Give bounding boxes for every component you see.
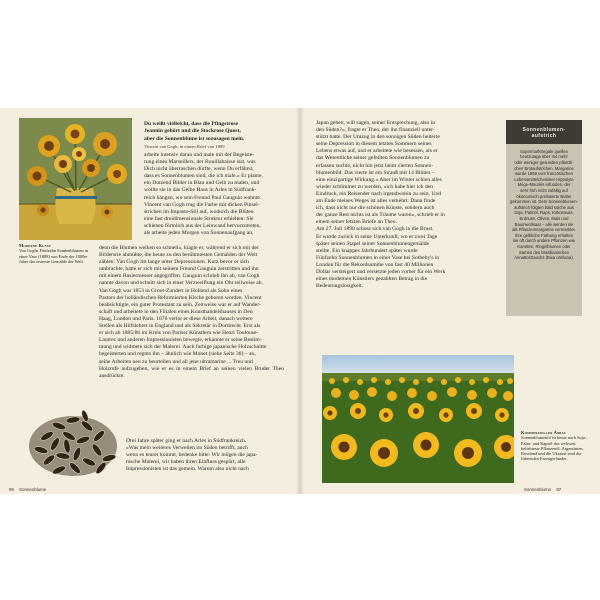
text-line: begeisterten und regten ihn – ähnlich wie Monet (siehe Seite 38) – an, (99, 351, 256, 358)
caption-painting (19, 243, 97, 264)
text-line: umbrachte, hatte er sich mit seinem Freund Gauguin zerstritten und ihn (99, 266, 259, 273)
text-line: reich hängen, wo sein Freund Paul Gauguin wohnte. (144, 194, 262, 201)
text-line: eines modernen Künstlers gezahlten Betrag in die (316, 276, 428, 283)
caption-field-head: Kommerzieller Anbau (521, 430, 567, 435)
text-line: später seinen Stapel seiner Sonnenblumengemälde (316, 240, 430, 247)
text-line: Annattostrauchs (Bixa orellana). (514, 255, 574, 261)
quote-line: Du weißt vielleicht, dass die Pfingstrose (144, 121, 239, 127)
text-line: Samen des brasilianischen (518, 249, 570, 255)
text-line: den Süden?«, fragte er Theo, der ihn finanziell unter- (316, 127, 435, 134)
text-line: eine einzigartige Wirkung.« Aber im Winter schien alles (316, 176, 442, 183)
text-line: denn die Blumen welken so schnell«, klagte er, während er sich mit der (99, 245, 259, 251)
text-line: er sich ab 1885/86 im Kreis von Pariser Künstlern wie Henri Toulouse- (99, 330, 259, 337)
text-line: mung und widmete sich der Malerei. Auch farbige japanische Holzschnitte (99, 344, 267, 351)
text-line: Dollar versteigert und versetzte jeden vorher für ein Werk (316, 268, 446, 275)
text-line: arbeite intensiv daran und male mit der Begeiste- (144, 152, 255, 158)
text-line: Am 27. Juli 1890 schoss sich van Gogh in die Brust. (316, 226, 434, 233)
text-line: am Ende meines Weges ist alles verkehrt: Dann finde (316, 198, 436, 205)
left-body-lower (99, 245, 284, 380)
page-number-right (524, 487, 561, 492)
text-line: schaft und arbeitete in den Filialen eines Kunsthandelshauses in Den (99, 308, 253, 315)
paragraph (316, 120, 496, 226)
sidebar-box-title-line: Sonnenblumen- (522, 127, 566, 133)
sidebar-box (506, 120, 582, 316)
text-line: rung eines Marseillers, der Bouillabaisse isst, was (144, 159, 256, 166)
text-line: schienen förmlich aus der Leinwand hervorzutreten, (144, 222, 261, 229)
text-line: zählen. Van Gogh litt lange unter Depressionen. Kurz bevor er sich (99, 259, 249, 266)
sunflower-seeds-photo (25, 396, 121, 482)
text-line: Mège-Mouriès erfunden, der (517, 182, 571, 188)
paragraph (99, 288, 284, 380)
text-line: Japan gehen, will sagen, seiner Entsprechung, also in (316, 120, 435, 126)
quote-source: Vincent van Gogh, in einem Brief von 1889 (144, 143, 225, 149)
text-line: wurde 1869 vom französischen (515, 171, 573, 177)
text-line: oder weniger gesunden pflanzli- (514, 160, 574, 165)
sidebar-box-text (506, 144, 582, 261)
text-line: Van Gogh war 1853 in Groot-Zundert in Holland als Sohn eines (99, 287, 243, 294)
text-line: beabsichtigte, ein guter Protestant zu sein. Zeitweise war er auf Wander- (99, 301, 261, 308)
paragraph (144, 152, 284, 237)
text-line: das Wesentliche seiner gefeilten Sonnenblumen zu (316, 155, 430, 162)
caption-field (521, 430, 589, 462)
text-line: nische Malerei, wir haben ihren Einfluss gespürt, alle (126, 459, 246, 466)
text-line: wenn es teurer kommt, bedenke bitte: Wir mögen die japa- (126, 452, 258, 459)
page-number-left (9, 487, 46, 492)
text-line: Fünfzehn Sonnenblumen in einer Vase bei Sotheby's in (316, 254, 440, 261)
text-line: wollte sie in das Gelbe Haus in Arles in Südfrank- (144, 187, 257, 194)
sunflower-field-illustration (322, 355, 514, 483)
text-line: ich, dass nicht nur die schönen Künste, sondern auch (316, 205, 435, 212)
paragraph (316, 226, 496, 290)
text-line: dass es Sonnenblumen sind, die ich male.« Er plante, (144, 173, 263, 180)
text-line: strichen im Impasto-Stil auf, wodurch die Blüten (144, 208, 254, 215)
text-line: als arbeite jeden Morgen von Sonnenaufgang an, (144, 230, 254, 237)
text-line: London für die Rekordsumme von fast 40 Millionen (316, 261, 434, 268)
text-line: Erdnuss, Oliven, Mais und (519, 215, 569, 221)
text-line: Karotten, Ringelblumen oder (517, 243, 571, 249)
right-body (316, 120, 496, 290)
text-line: mit einem Rasiermesser angegriffen. Gauguin schrieb ihn ab, van Gogh (99, 273, 260, 280)
left-body-bottom (126, 438, 284, 473)
text-line: Eindruck, ein Reisender nach irgendwohin zu sein. Und (316, 190, 441, 197)
text-line: chen Brotaufstrichen. Margarine (514, 165, 574, 171)
sunflower-painting (19, 118, 132, 240)
text-line: Dich nicht überraschen dürfte, wenn Du erfährst, (144, 166, 254, 173)
sunflower-field-photo (322, 355, 514, 483)
running-head: Sonnenblume (19, 487, 47, 492)
sunflower-seeds-illustration (25, 396, 121, 482)
running-head: Sonnenblume (524, 487, 552, 492)
text-line: seine Depression in diesem letzten Sommern seines (316, 141, 432, 148)
sidebar-box-title-line: aufstrich (531, 133, 557, 140)
text-line: Supermarktregale quellen (520, 148, 568, 154)
text-line: gekommen ist. Dem Sonnenblumen- (510, 199, 578, 205)
caption-painting-head: Moderne Kunst (19, 243, 52, 248)
text-line: Vincent van Gogh trug die Farbe mit dicken Pinsel- (144, 201, 260, 208)
sunflower-painting-illustration (19, 118, 132, 240)
quote-block (144, 121, 284, 150)
text-line: stützt hatte. Der Umzug in den sonnigen Süden heiterte (316, 134, 440, 141)
text-line: Haag, London und Paris. 1876 verlor er diese Arbeit, danach weitere (99, 315, 253, 322)
text-line: Baumwollsaat – alle werden sie (514, 221, 574, 227)
text-line: Stellen als Hilfslehrer in England und als Sekretär in Dordrecht. Erst als (99, 323, 261, 330)
sidebar-box-title (506, 120, 582, 144)
paragraph (126, 438, 284, 473)
folio-number: 97 (556, 487, 562, 492)
quote-line: aber die Sonnenblume ist sozusagen mein. (144, 135, 245, 142)
text-line: Lautrec und anderen Impressionisten bewegte, erkannte er seine Bestim- (99, 337, 262, 344)
text-line: Soja, Palmöl, Raps, Kokosnuss, (514, 210, 574, 216)
text-line: Drei Jahre später ging er nach Arles in Südfrankreich. (126, 438, 247, 444)
text-line: »Was mein weiteres Verweilen im Süden betrifft, auch (126, 445, 248, 452)
folio-number: 96 (9, 487, 14, 492)
caption-painting-text: Van Goghs Fünfzehn Sonnenblumen in einer Vase (1888) von Ende der 1880er Jahre das teuerste Gemälde der Welt. (19, 248, 89, 264)
left-body-upper (144, 152, 284, 237)
text-line: Lebensmittelchemiker Hippolyte (514, 176, 574, 182)
text-line: ökonomisch preiswerte Butter (516, 193, 572, 199)
text-line: Pastors der holländischen Reformierten Kirche geboren worden. Vincent (99, 294, 262, 301)
text-line: eine fast dreidimensionale Struktur erhielten: Sie (144, 215, 254, 222)
text-line: Impressionisten ist das gemein. Warum also nicht nach (126, 466, 249, 473)
text-line: Lebens etwas auf, und er arbeitete wie besessen, als er (316, 148, 438, 155)
text-line: der ganze Rest nichts ist als Träume waren«, schrieb er in (316, 212, 445, 219)
text-line: nannte davon und schnitt sich in einer Verzweiflung ein Ohr teilweise ab. (99, 280, 263, 287)
text-line: sie oft durch andere Pflanzen wie (513, 238, 575, 244)
caption-field-text: Sonnenblumenöl ist heute nach Soja-, Palm- und Rapsöl das weltweit beliebteste Pflanzenöl. Argentinien, Russland und die Ukraine sind die führenden Erzeugerländer. (521, 435, 588, 462)
text-line: sehr früh nicht zufällig auf (520, 187, 568, 193)
text-line: einem seiner letzten Briefe an Theo. (316, 219, 397, 226)
text-line: Bildersrie abmühte, die heute zu den berühmtesten Gemälden der Welt (99, 252, 258, 259)
page-gutter (296, 108, 304, 494)
text-line: ein Dutzend Bilder in Blau und Gelb zu malen, und (144, 180, 260, 187)
text-line: Er wurde zurück in seine Unterkunft, wo er zwei Tage (316, 233, 438, 240)
text-line: blumenbild. Das vierte ist ein Strauß mit 14 Blüten – (316, 169, 435, 176)
paragraph (99, 245, 284, 288)
text-line: wieder schlimmer zu werden, »ich habe hier ich den (316, 183, 433, 190)
quote-line: Jeannin gehört und die Stockrose Quost, (144, 128, 241, 135)
text-line: stellte. Ein knappes Jahrhundert später wurde (316, 247, 418, 254)
text-line: Bedeutungslosigkeit. (316, 283, 364, 290)
text-line: seine Arbeiten neu zu beurteilen und all jene ultramarine ... Treu und (99, 358, 253, 365)
text-line: heutzutage über mit mehr (520, 154, 568, 160)
text-line: als Pflanzenmargarine vermarktet. (512, 227, 576, 233)
text-line: Ihre gelbliche Färbung erhalten (515, 232, 573, 238)
text-line: erfassen suchte, nicht hin jetzt beim vierten Sonnen- (316, 162, 434, 169)
text-line: aufstrich folgten bald solche aus (514, 204, 574, 210)
text-line: Holzrufe aufzugeben, wie er es in einem Brief an seinen vielen Bruder Theo ausdrückte. (99, 365, 284, 379)
